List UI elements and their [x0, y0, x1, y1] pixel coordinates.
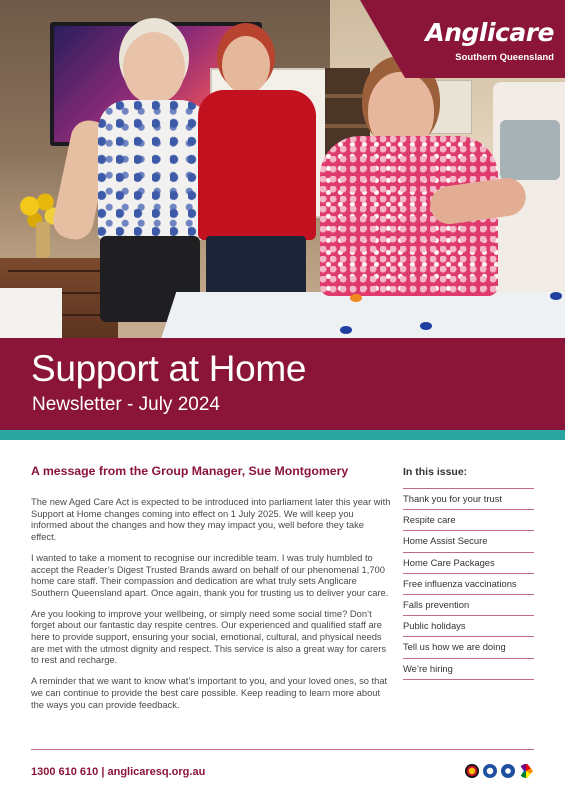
staff-member-shirt: [198, 90, 316, 240]
woman-left-blouse: [98, 100, 210, 240]
orange-puck: [350, 294, 362, 302]
issue-item[interactable]: Respite care: [403, 510, 534, 531]
article-paragraph: Are you looking to improve your wellbeing, or simply need some social time? Don’t forget about our fantastic day respite centres. Our experienced and qualified staff are here to provide support, ensuring your social, emotional, cultural, and physical needs are met with the utmost dignity and respect. This service is also a great way for carers to rest and recharge.: [31, 608, 387, 666]
article-paragraph: The new Aged Care Act is expected to be introduced into parliament later this year with Support at Home changes coming into effect on 1 July 2025. We will keep you informed about the changes and how they may impact you, well before they take effect.: [31, 497, 391, 543]
issue-item[interactable]: We’re hiring: [403, 659, 534, 680]
logo-subtitle: Southern Queensland: [455, 52, 554, 63]
blue-puck: [550, 292, 562, 300]
blue-puck: [340, 326, 352, 334]
issue-item[interactable]: Falls prevention: [403, 595, 534, 616]
footer-divider: [31, 749, 534, 750]
issue-item[interactable]: Tell us how we are doing: [403, 637, 534, 658]
accent-bar: [0, 430, 565, 440]
issue-item[interactable]: Thank you for your trust: [403, 489, 534, 510]
wall-poster: [430, 80, 472, 134]
issue-item[interactable]: Home Care Packages: [403, 553, 534, 574]
community-icon: [501, 764, 515, 778]
article-body: [31, 497, 391, 720]
page-subtitle: Newsletter - July 2024: [32, 394, 220, 415]
issue-list: [403, 488, 534, 680]
aboriginal-flag-icon: [465, 764, 479, 778]
footer-contact[interactable]: 1300 610 610 | anglicaresq.org.au: [31, 766, 206, 778]
pride-icon: [519, 764, 533, 778]
shuffleboard-table: [160, 292, 565, 338]
anglicare-logo: Anglicare: [425, 18, 554, 47]
accessibility-icon: [483, 764, 497, 778]
issue-item[interactable]: Free influenza vaccinations: [403, 574, 534, 595]
page-title: Support at Home: [31, 348, 307, 389]
article-paragraph: I wanted to take a moment to recognise our incredible team. I was truly humbled to accept the Reader’s Digest Trusted Brands award on behalf of our phenomenal 1,700 home care staff. Their compassion and dedication are what truly sets Anglicare Southern Queensland apart. Once again, thank you for trusting us to deliver your care.: [31, 552, 389, 598]
woman-left-head: [123, 32, 185, 104]
hero-photo: [0, 0, 565, 338]
article-heading: A message from the Group Manager, Sue Montgomery: [31, 464, 349, 478]
article-paragraph: A reminder that we want to know what’s important to you, and your loved ones, so that we can continue to provide the best care possible. Keep reading to learn more about the ways you can provide feedback.: [31, 676, 388, 710]
table-cloth: [0, 288, 62, 338]
van-window: [500, 120, 560, 180]
issue-item[interactable]: Public holidays: [403, 616, 534, 637]
blue-puck: [420, 322, 432, 330]
sidebar-title: In this issue:: [403, 466, 468, 478]
in-this-issue: [403, 466, 534, 680]
issue-item[interactable]: Home Assist Secure: [403, 531, 534, 552]
staff-member-head: [222, 36, 270, 94]
footer-icons: [465, 764, 533, 778]
flower-vase: [36, 222, 50, 258]
